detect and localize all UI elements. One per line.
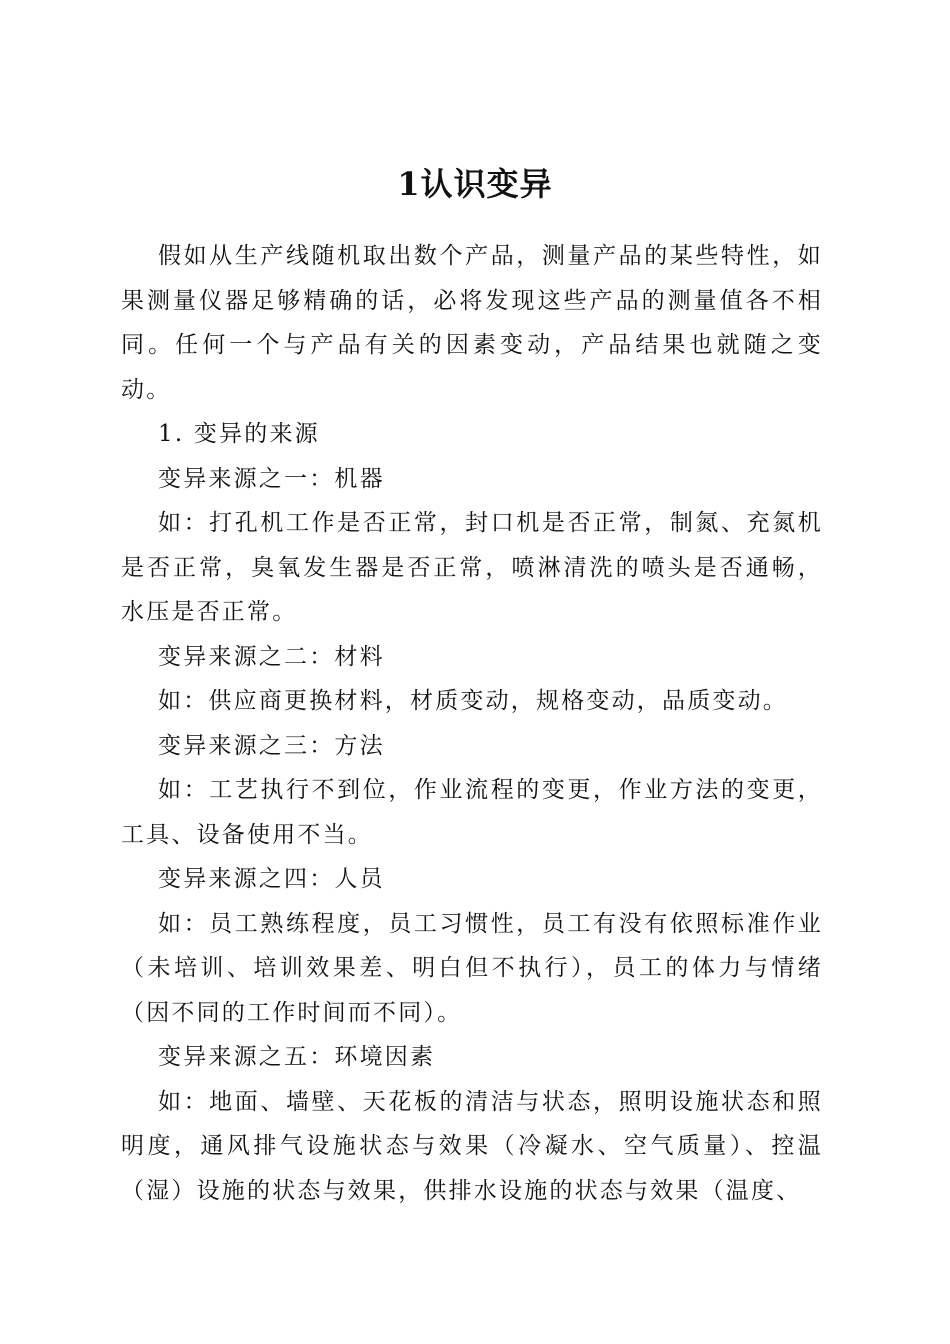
- source-heading-method: 变异来源之三：方法: [158, 732, 385, 759]
- paragraph-intro: 假如从生产线随机取出数个产品，测量产品的某些特性，如果测量仪器足够精确的话，必将发现这些产品的测量值各不相同。任何一个与产品有关的因素变动，产品结果也就随之变动。: [121, 243, 823, 403]
- document-body: [121, 234, 823, 1213]
- paragraph-environment-examples: 如：地面、墙壁、天花板的清洁与状态，照明设施状态和照明度，通风排气设施状态与效果（冷凝水、空气质量）、控温（湿）设施的状态与效果，供排水设施的状态与效果（温度、: [121, 1088, 823, 1204]
- paragraph-material-examples: 如：供应商更换材料，材质变动，规格变动，品质变动。: [158, 688, 788, 714]
- source-heading-material: 变异来源之二：材料: [158, 643, 385, 670]
- paragraph-machine-examples: 如：打孔机工作是否正常，封口机是否正常，制氮、充氮机是否正常，臭氧发生器是否正常，喷淋清洗的喷头是否通畅，水压是否正常。: [121, 510, 823, 625]
- source-heading-machine: 变异来源之一：机器: [158, 465, 385, 492]
- source-heading-personnel: 变异来源之四：人员: [158, 866, 385, 892]
- paragraph-personnel-examples: 如：员工熟练程度，员工习惯性，员工有没有依照标准作业（未培训、培训效果差、明白但不执行），员工的体力与情绪（因不同的工作时间而不同）。: [121, 910, 823, 1026]
- source-heading-environment: 变异来源之五：环境因素: [158, 1044, 436, 1070]
- section-heading-variation-sources: 1. 变异的来源: [158, 421, 320, 447]
- paragraph-method-examples: 如：工艺执行不到位，作业流程的变更，作业方法的变更，工具、设备使用不当。: [121, 777, 823, 848]
- page-title: 1认识变异: [397, 165, 553, 204]
